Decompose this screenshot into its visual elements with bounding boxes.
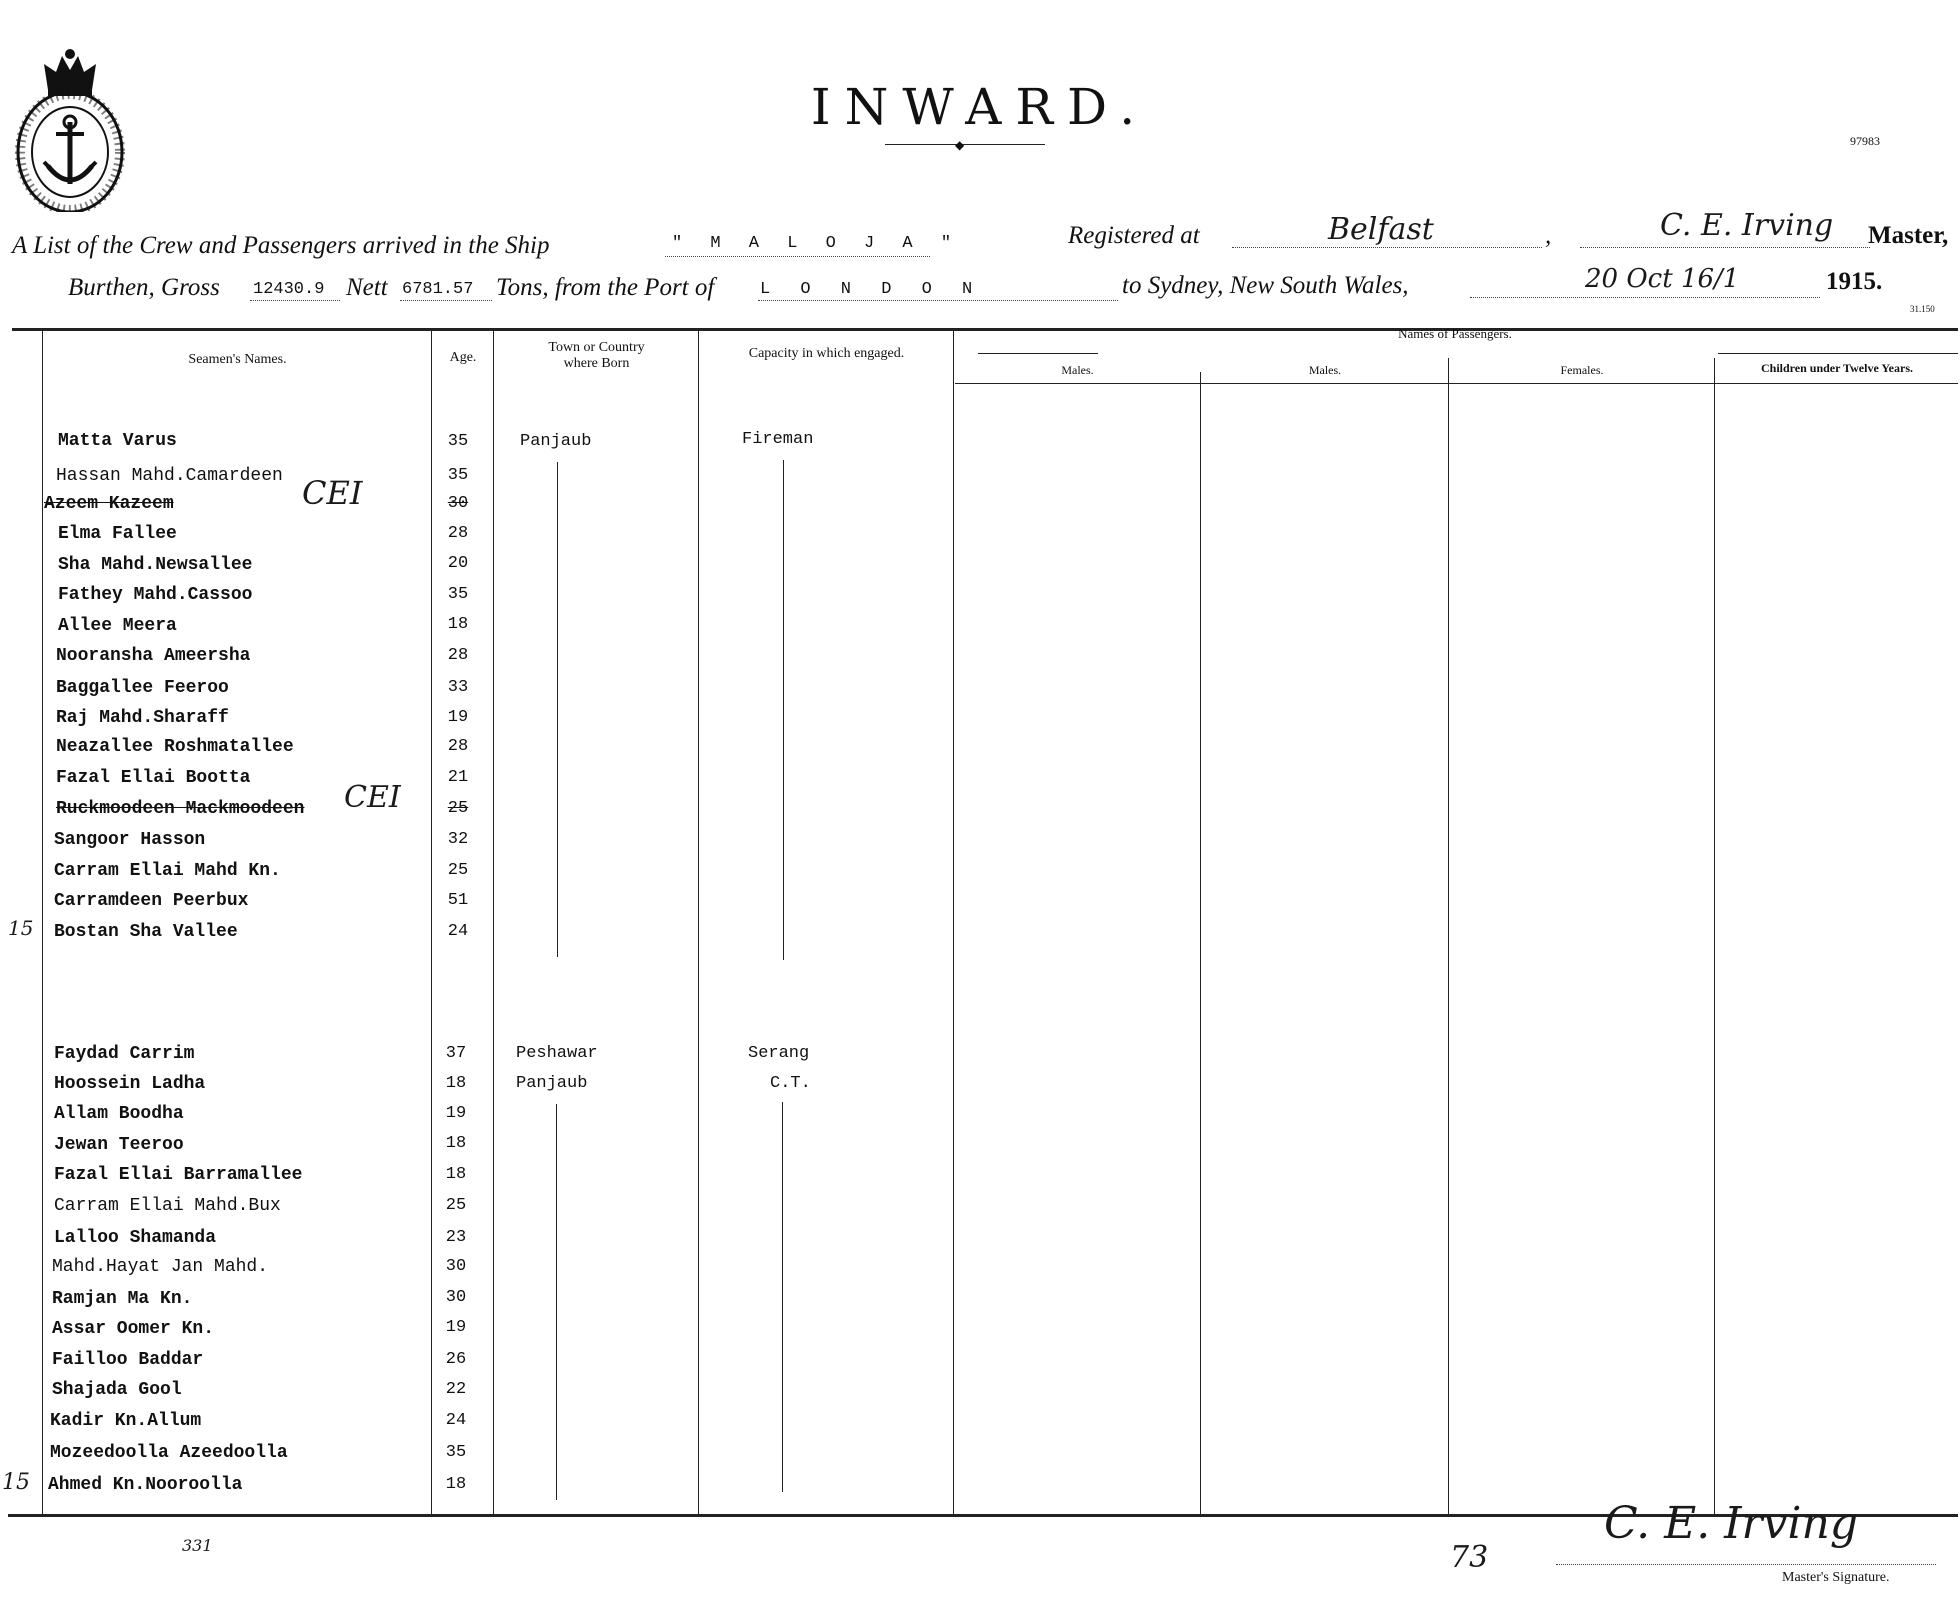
crew-name: Sangoor Hasson	[54, 830, 206, 850]
document-title: INWARD.	[810, 78, 1150, 136]
crew-age: 18	[445, 1165, 467, 1184]
crew-name: Sha Mahd.Newsallee	[58, 555, 253, 575]
passengers-under-rule	[978, 353, 1098, 354]
crew-age: 35	[447, 466, 469, 485]
crew-name: Neazallee Roshmatallee	[56, 737, 294, 757]
crew-age: 24	[447, 922, 469, 941]
header-bottom-rule	[955, 383, 1958, 384]
crew-age: 30	[445, 1288, 467, 1307]
crew-name: Mahd.Hayat Jan Mahd.	[52, 1257, 269, 1277]
crew-age: 26	[445, 1350, 467, 1369]
ditto-line-capacity-2	[782, 1102, 783, 1492]
crew-name: Fazal Ellai Bootta	[56, 768, 251, 788]
crew-age: 28	[447, 524, 469, 543]
signature-label: Master's Signature.	[1782, 1570, 1890, 1585]
crew-age: 28	[447, 646, 469, 665]
col-line-children-left	[1714, 358, 1715, 1514]
crew-name: Hassan Mahd.Camardeen	[56, 466, 283, 486]
crew-name: Shajada Gool	[52, 1380, 182, 1400]
col-header-males-1: Males.	[1061, 363, 1094, 377]
crew-name: Lalloo Shamanda	[54, 1228, 217, 1248]
crew-age: 20	[447, 554, 469, 573]
crew-age-struck: 30	[447, 494, 469, 513]
nett-dots	[400, 300, 492, 301]
crew-name: Baggallee Feeroo	[56, 678, 229, 698]
header-line1-prefix: A List of the Crew and Passengers arrived in the Ship	[12, 232, 550, 259]
gross-value: 12430.9	[253, 280, 325, 299]
nett-value: 6781.57	[402, 280, 474, 299]
crew-name: Nooransha Ameersha	[56, 646, 251, 666]
master-name: C. E. Irving	[1660, 208, 1834, 243]
port-dots	[758, 300, 1118, 301]
destination-label: to Sydney, New South Wales,	[1122, 272, 1409, 299]
crew-age: 25	[445, 1196, 467, 1215]
crew-name: Allee Meera	[58, 616, 177, 636]
crew-age: 37	[445, 1044, 467, 1063]
crew-age: 19	[445, 1104, 467, 1123]
crew-age: 33	[447, 678, 469, 697]
crew-age: 51	[447, 891, 469, 910]
crew-name: Hoossein Ladha	[54, 1074, 206, 1094]
crew-name: Failloo Baddar	[52, 1350, 204, 1370]
crew-name: Allam Boodha	[54, 1104, 184, 1124]
crew-age: 18	[447, 615, 469, 634]
title-rule	[885, 144, 1045, 145]
crew-name-struck: Azeem Kazeem	[44, 494, 174, 514]
crew-name: Matta Varus	[58, 431, 177, 451]
margin-count-2: 15	[2, 1470, 30, 1495]
crew-born: Panjaub	[520, 432, 592, 451]
registered-comma: ,	[1545, 222, 1552, 249]
crew-name: Kadir Kn.Allum	[50, 1411, 202, 1431]
year: 1915.	[1826, 268, 1883, 295]
crew-name: Bostan Sha Vallee	[54, 922, 238, 942]
registered-label: Registered at	[1068, 222, 1200, 249]
col-header-born-line2: where Born	[563, 356, 630, 371]
crew-age: 19	[445, 1318, 467, 1337]
initials-annotation-2: CEI	[344, 780, 401, 815]
date-handwritten: 20 Oct 16/1	[1585, 264, 1740, 294]
crew-name: Elma Fallee	[58, 524, 177, 544]
crew-age: 28	[447, 737, 469, 756]
crew-name: Fathey Mahd.Cassoo	[58, 585, 253, 605]
reference-number: 97983	[1850, 134, 1880, 148]
master-dots	[1580, 247, 1870, 248]
col-header-born	[495, 340, 698, 372]
ditto-line-born-2	[556, 1104, 557, 1500]
ship-name: " M A L O J A "	[672, 234, 961, 253]
crew-age: 22	[445, 1380, 467, 1399]
crew-age: 24	[445, 1411, 467, 1430]
crew-age: 35	[447, 432, 469, 451]
crew-born: Peshawar	[516, 1044, 598, 1063]
crew-name: Ramjan Ma Kn.	[52, 1289, 193, 1309]
crew-capacity: Fireman	[742, 430, 814, 449]
small-code: 31.150	[1910, 304, 1935, 314]
crew-age: 30	[445, 1257, 467, 1276]
crew-age: 18	[445, 1134, 467, 1153]
nett-label: Nett	[346, 274, 388, 301]
crew-name: Carram Ellai Mahd.Bux	[54, 1196, 281, 1216]
crew-age: 19	[447, 708, 469, 727]
crew-age: 21	[447, 768, 469, 787]
gross-dots	[250, 300, 340, 301]
crew-age: 32	[447, 830, 469, 849]
crew-name: Raj Mahd.Sharaff	[56, 708, 229, 728]
ditto-line-capacity-1	[783, 460, 784, 960]
master-signature: C. E. Irving	[1604, 1498, 1859, 1549]
crew-name: Carramdeen Peerbux	[54, 891, 249, 911]
bottom-note-1: 331	[182, 1536, 213, 1555]
crew-name: Ahmed Kn.Nooroolla	[48, 1475, 243, 1495]
col-line-passengers-left	[953, 330, 954, 1514]
col-line-males2-left	[1200, 372, 1201, 1514]
crew-name: Faydad Carrim	[54, 1044, 195, 1064]
registered-dots	[1232, 247, 1542, 248]
crew-name: Assar Oomer Kn.	[52, 1319, 215, 1339]
crew-age: 18	[445, 1475, 467, 1494]
crew-name-struck: Ruckmoodeen Mackmoodeen	[56, 799, 305, 819]
margin-count-1: 15	[8, 916, 34, 940]
crew-age: 18	[445, 1074, 467, 1093]
crew-capacity: C.T.	[770, 1074, 811, 1093]
registered-port: Belfast	[1328, 212, 1434, 247]
col-header-capacity: Capacity in which engaged.	[748, 346, 905, 361]
ditto-line-born-1	[557, 462, 558, 957]
col-line-females-left	[1448, 358, 1449, 1514]
passengers-under-rule-right	[1718, 353, 1958, 354]
burthen-label: Burthen, Gross	[68, 274, 220, 301]
crew-age: 35	[445, 1443, 467, 1462]
title-ornament: ◆	[955, 138, 965, 152]
bottom-note-2: 73	[1450, 1540, 1489, 1575]
crew-capacity: Serang	[748, 1044, 810, 1063]
col-header-males-2: Males.	[1308, 363, 1342, 377]
crew-name: Jewan Teeroo	[54, 1135, 184, 1155]
master-label: Master,	[1868, 222, 1949, 249]
crew-age: 23	[445, 1228, 467, 1247]
col-header-names: Seamen's Names.	[188, 352, 287, 367]
tons-label: Tons, from the Port of	[496, 274, 715, 301]
crew-age: 35	[447, 585, 469, 604]
ship-name-dots	[665, 256, 930, 257]
col-line-born-left	[493, 330, 494, 1514]
initials-annotation-1: CEI	[302, 474, 363, 512]
col-header-born-line1: Town or Country	[548, 340, 645, 355]
col-header-females: Females.	[1560, 363, 1604, 377]
port-from: L O N D O N	[760, 280, 983, 299]
signature-line	[1556, 1564, 1936, 1565]
col-line-names-left	[42, 330, 43, 1514]
col-header-age: Age.	[449, 350, 477, 365]
col-line-capacity-left	[698, 330, 699, 1514]
crew-age-struck: 25	[447, 799, 469, 818]
table-top-rule	[12, 328, 1958, 331]
crew-born: Panjaub	[516, 1074, 588, 1093]
crew-name: Mozeedoolla Azeedoolla	[50, 1443, 288, 1463]
col-header-children: Children under Twelve Years.	[1760, 361, 1913, 375]
col-header-passengers: Names of Passengers.	[1398, 326, 1512, 341]
date-dots	[1470, 297, 1820, 298]
crew-name: Carram Ellai Mahd Kn.	[54, 861, 281, 881]
crew-name: Fazal Ellai Barramallee	[54, 1165, 303, 1185]
crew-age: 25	[447, 861, 469, 880]
